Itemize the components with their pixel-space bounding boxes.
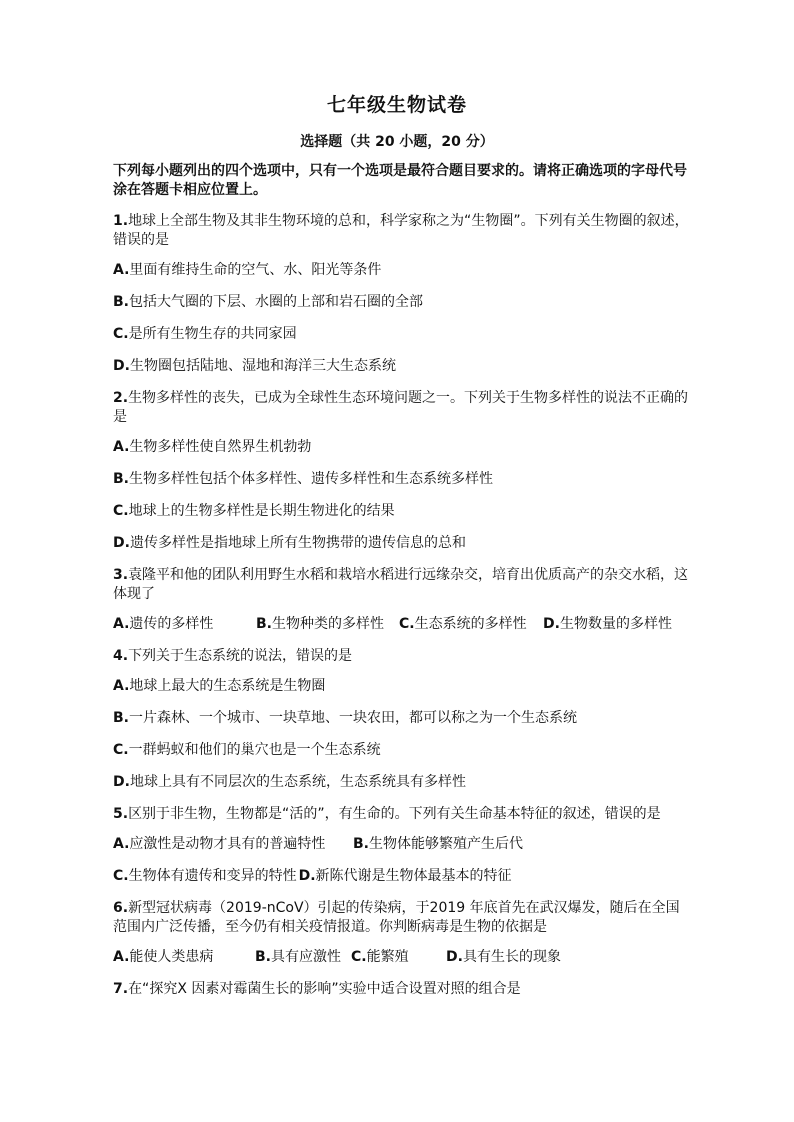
- question-number: 7.: [113, 981, 129, 997]
- options-row: [113, 835, 693, 854]
- question-text: 地球上全部生物及其非生物环境的总和，科学家称之为“生物圈”。下列有关生物圈的叙述，错误的是: [113, 213, 689, 248]
- option-b[interactable]: B.一片森林、一个城市、一块草地、一块农田，都可以称之为一个生态系统: [113, 710, 577, 726]
- question-number: 2.: [113, 390, 129, 406]
- option-b[interactable]: B.包括大气圈的下层、水圈的上部和岩石圈的全部: [113, 294, 423, 310]
- question-5: [113, 805, 693, 824]
- options-row: [113, 948, 693, 967]
- question-6: [113, 899, 693, 937]
- options-row: [113, 615, 693, 634]
- question-text: 新型冠状病毒（2019-nCoV）引起的传染病，于2019 年底首先在武汉爆发，随后在全国范围内广泛传播，至今仍有相关疫情报道。你判断病毒是生物的依据是: [113, 900, 680, 935]
- option-d[interactable]: D.具有生长的现象: [446, 949, 561, 965]
- question-text: 在“探究X 因素对霉菌生长的影响”实验中适合设置对照的组合是: [128, 981, 521, 997]
- option-a[interactable]: A.能使人类患病: [113, 949, 214, 965]
- option-a[interactable]: A.地球上最大的生态系统是生物圈: [113, 678, 326, 694]
- option-d[interactable]: D.生物数量的多样性: [543, 616, 672, 632]
- question-3: [113, 566, 693, 604]
- option-b[interactable]: B.生物多样性包括个体多样性、遗传多样性和生态系统多样性: [113, 471, 493, 487]
- option-b[interactable]: B.生物种类的多样性: [256, 616, 384, 632]
- option-a[interactable]: A.遗传的多样性: [113, 616, 214, 632]
- option-b[interactable]: B.生物体能够繁殖产生后代: [353, 836, 523, 852]
- option-b[interactable]: B.具有应激性: [255, 949, 341, 965]
- page-title: 七年级生物试卷: [326, 94, 467, 116]
- question-text: 生物多样性的丧失，已成为全球性生态环境问题之一。下列关于生物多样性的说法不正确的是: [113, 390, 689, 425]
- question-text: 袁隆平和他的团队利用野生水稻和栽培水稻进行远缘杂交，培育出优质高产的杂交水稻，这体现了: [113, 567, 689, 602]
- question-7: [113, 980, 693, 999]
- option-a[interactable]: A.生物多样性使自然界生机勃勃: [113, 439, 312, 455]
- question-text: 下列关于生态系统的说法，错误的是: [128, 648, 353, 664]
- option-a[interactable]: A.应激性是动物才具有的普遍特性: [113, 836, 326, 852]
- question-2: [113, 389, 693, 427]
- option-a[interactable]: A.里面有维持生命的空气、水、阳光等条件: [113, 262, 382, 278]
- option-d[interactable]: D.生物圈包括陆地、湿地和海洋三大生态系统: [113, 358, 396, 374]
- option-c[interactable]: C.生物体有遗传和变异的特性: [113, 868, 297, 884]
- option-d[interactable]: D.遗传多样性是指地球上所有生物携带的遗传信息的总和: [113, 535, 466, 551]
- question-text: 区别于非生物，生物都是“活的”，有生命的。下列有关生命基本特征的叙述，错误的是: [128, 806, 661, 822]
- instructions: 下列每小题列出的四个选项中，只有一个选项是最符合题目要求的。请将正确选项的字母代号涂在答题卡相应位置上。: [113, 163, 687, 198]
- option-c[interactable]: C.能繁殖: [351, 949, 409, 965]
- question-number: 5.: [113, 806, 129, 822]
- option-d[interactable]: D.地球上具有不同层次的生态系统，生态系统具有多样性: [113, 774, 466, 790]
- question-4: [113, 647, 693, 666]
- question-number: 4.: [113, 648, 129, 664]
- option-d[interactable]: D.新陈代谢是生物体最基本的特征: [298, 868, 512, 884]
- option-c[interactable]: C.一群蚂蚁和他们的巢穴也是一个生态系统: [113, 742, 381, 758]
- option-c[interactable]: C.生态系统的多样性: [399, 616, 527, 632]
- question-list: [113, 162, 693, 1010]
- question-1: [113, 212, 693, 250]
- question-number: 3.: [113, 567, 129, 583]
- option-c[interactable]: C.地球上的生物多样性是长期生物进化的结果: [113, 503, 395, 519]
- section-subtitle: 选择题（共 20 小题，20 分）: [300, 134, 494, 150]
- options-row: [113, 867, 693, 886]
- option-c[interactable]: C.是所有生物生存的共同家园: [113, 326, 297, 342]
- question-number: 1.: [113, 213, 129, 229]
- question-number: 6.: [113, 900, 129, 916]
